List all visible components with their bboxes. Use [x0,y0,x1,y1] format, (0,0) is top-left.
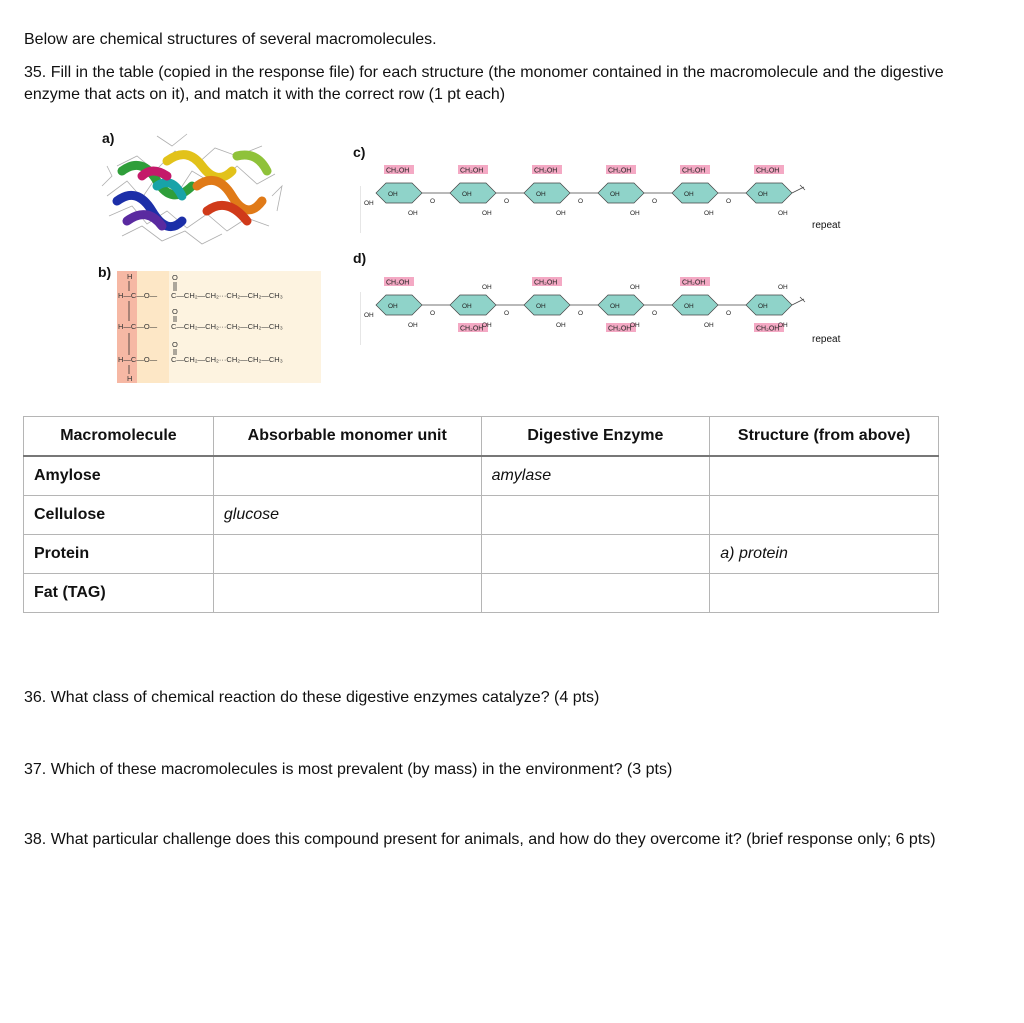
svg-text:OH: OH [630,210,640,217]
svg-text:OH: OH [610,303,620,310]
svg-text:OH: OH [758,191,768,198]
header-structure: Structure (from above) [710,417,939,457]
svg-text:O: O [578,198,584,205]
svg-text:OH: OH [364,312,374,319]
svg-text:CH₂OH: CH₂OH [386,167,410,175]
table-row [24,456,939,496]
svg-text:O: O [172,273,178,282]
svg-text:CH₂OH: CH₂OH [534,279,558,287]
svg-text:O: O [430,198,436,205]
glucose-ring [746,165,805,217]
cell-enzyme[interactable] [481,496,710,535]
glucose-ring [598,284,672,333]
glucose-ring [524,277,598,329]
svg-text:OH: OH [364,200,374,207]
glucose-ring [746,284,805,333]
svg-text:OH: OH [684,303,694,310]
svg-text:CH₂OH: CH₂OH [608,167,632,175]
svg-text:OH: OH [536,191,546,198]
label-d: d) [353,250,367,266]
repeat-label-c: repeat [812,220,841,231]
cell-monomer[interactable] [213,574,481,613]
glucose-ring [376,277,450,329]
svg-text:OH: OH [778,284,788,291]
svg-text:OH: OH [630,322,640,329]
svg-text:OH: OH [556,322,566,329]
label-c: c) [353,144,366,160]
glucose-ring [524,165,598,217]
svg-text:O: O [726,310,732,317]
svg-text:OH: OH [610,191,620,198]
protein-ribbon-image [97,126,287,256]
intro-text: Below are chemical structures of several macromolecules. [24,31,437,48]
svg-text:OH: OH [704,322,714,329]
label-b: b) [98,264,112,280]
svg-text:OH: OH [778,210,788,217]
svg-text:O: O [652,198,658,205]
glucose-ring [672,165,746,217]
svg-text:CH₂OH: CH₂OH [534,167,558,175]
svg-text:OH: OH [388,191,398,198]
svg-text:H—C—O—: H—C—O— [118,322,158,331]
cell-macromolecule: Cellulose [24,496,214,535]
svg-text:OH: OH [462,191,472,198]
svg-text:CH₂OH: CH₂OH [756,325,780,333]
svg-text:O: O [504,310,510,317]
glucose-ring [376,165,450,217]
svg-text:OH: OH [388,303,398,310]
svg-text:O: O [578,310,584,317]
question-36: 36. What class of chemical reaction do these digestive enzymes catalyze? (4 pts) [24,689,600,706]
svg-text:CH₂OH: CH₂OH [386,279,410,287]
svg-text:OH: OH [556,210,566,217]
svg-text:O: O [430,310,436,317]
svg-text:C—CH₂—CH₂···CH₂—CH₂—CH₃: C—CH₂—CH₂···CH₂—CH₂—CH₃ [171,322,283,331]
triglyceride-structure [117,271,327,383]
svg-text:OH: OH [408,210,418,217]
svg-text:OH: OH [482,284,492,291]
cell-macromolecule: Protein [24,535,214,574]
svg-text:H—C—O—: H—C—O— [118,355,158,364]
table-row [24,496,939,535]
svg-text:OH: OH [482,210,492,217]
polysaccharide-chain-d [360,270,850,360]
cell-macromolecule: Fat (TAG) [24,574,214,613]
cell-structure[interactable] [710,456,939,496]
svg-text:H—C—O—: H—C—O— [118,291,158,300]
cell-enzyme[interactable]: amylase [481,456,710,496]
answer-table [23,416,939,613]
svg-text:C—CH₂—CH₂···CH₂—CH₂—CH₃: C—CH₂—CH₂···CH₂—CH₂—CH₃ [171,355,283,364]
cell-macromolecule: Amylose [24,456,214,496]
cell-enzyme[interactable] [481,574,710,613]
svg-text:CH₂OH: CH₂OH [608,325,632,333]
label-a: a) [102,130,115,146]
svg-text:H: H [127,374,133,383]
svg-text:CH₂OH: CH₂OH [460,325,484,333]
glucose-ring [450,284,524,333]
svg-text:OH: OH [684,191,694,198]
cell-structure[interactable] [710,574,939,613]
svg-text:OH: OH [758,303,768,310]
glucose-ring [598,165,672,217]
svg-text:OH: OH [482,322,492,329]
table-row [24,574,939,613]
cell-structure[interactable]: a) protein [710,535,939,574]
table-row [24,535,939,574]
svg-text:OH: OH [778,322,788,329]
table-header-row [24,417,939,457]
svg-text:O: O [504,198,510,205]
polysaccharide-chain-c [360,158,850,248]
svg-text:OH: OH [704,210,714,217]
cell-enzyme[interactable] [481,535,710,574]
cell-monomer[interactable]: glucose [213,496,481,535]
header-monomer: Absorbable monomer unit [213,417,481,457]
svg-text:O: O [172,340,178,349]
cell-monomer[interactable] [213,535,481,574]
cell-monomer[interactable] [213,456,481,496]
glucose-ring [450,165,524,217]
question-37: 37. Which of these macromolecules is most prevalent (by mass) in the environment? (3 pts) [24,761,673,778]
svg-text:O: O [726,198,732,205]
svg-text:O: O [652,310,658,317]
svg-text:OH: OH [408,322,418,329]
cell-structure[interactable] [710,496,939,535]
svg-text:O: O [172,307,178,316]
svg-text:CH₂OH: CH₂OH [460,167,484,175]
repeat-label-d: repeat [812,334,841,345]
question-38: 38. What particular challenge does this compound present for animals, and how do they overcome it? (brief response only; 6 pts) [24,831,936,848]
svg-text:CH₂OH: CH₂OH [682,279,706,287]
question-35: 35. Fill in the table (copied in the response file) for each structure (the monomer contained in the macromolecule and the digestive enzyme that acts on it), and match it with the correct row (1 pt each) [24,64,944,103]
header-macromolecule: Macromolecule [24,417,214,457]
glucose-ring [672,277,746,329]
svg-text:CH₂OH: CH₂OH [682,167,706,175]
svg-text:OH: OH [630,284,640,291]
svg-text:H: H [127,272,133,281]
svg-text:CH₂OH: CH₂OH [756,167,780,175]
svg-text:OH: OH [462,303,472,310]
svg-text:C—CH₂—CH₂···CH₂—CH₂—CH₃: C—CH₂—CH₂···CH₂—CH₂—CH₃ [171,291,283,300]
header-enzyme: Digestive Enzyme [481,417,710,457]
svg-text:OH: OH [536,303,546,310]
